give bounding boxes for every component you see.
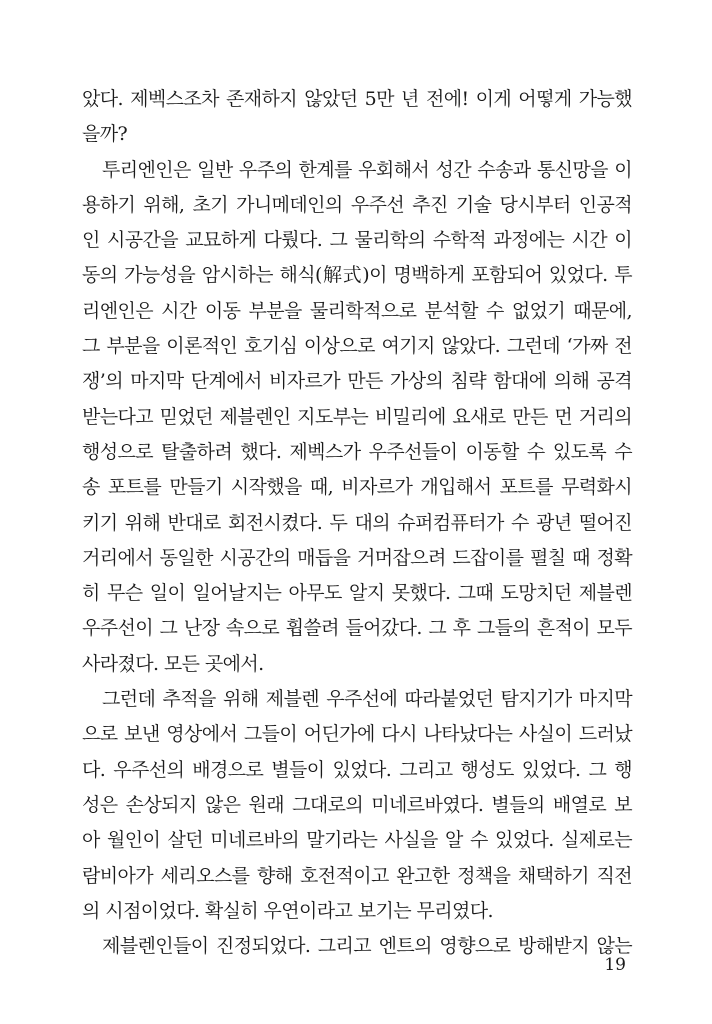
body-text <box>82 82 632 964</box>
text-line: 받는다고 믿었던 제블렌인 지도부는 비밀리에 요새로 만든 먼 거리의 <box>82 405 632 428</box>
text-line: 제블렌인들이 진정되었다. 그리고 엔트의 영향으로 방해받지 않는 <box>102 935 632 958</box>
text-line: 투리엔인은 일반 우주의 한계를 우회해서 성간 수송과 통신망을 이 <box>102 158 632 181</box>
text-line: 성은 손상되지 않은 원래 그대로의 미네르바였다. 별들의 배열로 보 <box>82 793 632 816</box>
text-line: 그런데 추적을 위해 제블렌 우주선에 따라붙었던 탐지기가 마지막 <box>102 688 632 711</box>
text-line: 거리에서 동일한 시공간의 매듭을 거머잡으려 드잡이를 펼칠 때 정확 <box>82 546 632 569</box>
text-line: 의 시점이었다. 확실히 우연이라고 보기는 무리였다. <box>82 899 493 922</box>
text-line: 아 월인이 살던 미네르바의 말기라는 사실을 알 수 있었다. 실제로는 <box>82 829 632 852</box>
text-line: 우주선이 그 난장 속으로 휩쓸려 들어갔다. 그 후 그들의 흔적이 모두 <box>82 617 632 640</box>
text-line: 리엔인은 시간 이동 부분을 물리학적으로 분석할 수 없었기 때문에, <box>82 299 632 322</box>
text-line: 용하기 위해, 초기 가니메데인의 우주선 추진 기술 당시부터 인공적 <box>82 193 632 216</box>
text-line: 키기 위해 반대로 회전시켰다. 두 대의 슈퍼컴퓨터가 수 광년 떨어진 <box>82 511 632 534</box>
text-line: 동의 가능성을 암시하는 해식(解式)이 명백하게 포함되어 있었다. 투 <box>82 264 632 287</box>
text-line: 히 무슨 일이 일어날지는 아무도 알지 못했다. 그때 도망치던 제블렌 <box>82 582 632 605</box>
text-line: 다. 우주선의 배경으로 별들이 있었다. 그리고 행성도 있었다. 그 행 <box>82 758 632 781</box>
text-line: 사라졌다. 모든 곳에서. <box>82 652 264 675</box>
text-line: 을까? <box>82 123 128 146</box>
text-line: 송 포트를 만들기 시작했을 때, 비자르가 개입해서 포트를 무력화시 <box>82 476 632 499</box>
page-number: 19 <box>604 955 626 975</box>
text-line: 람비아가 세리오스를 향해 호전적이고 완고한 정책을 채택하기 직전 <box>82 864 632 887</box>
text-line: 으로 보낸 영상에서 그들이 어딘가에 다시 나타났다는 사실이 드러났 <box>82 723 632 746</box>
text-line: 인 시공간을 교묘하게 다뤘다. 그 물리학의 수학적 과정에는 시간 이 <box>82 229 632 252</box>
text-line: 행성으로 탈출하려 했다. 제벡스가 우주선들이 이동할 수 있도록 수 <box>82 440 632 463</box>
text-line: 았다. 제벡스조차 존재하지 않았던 5만 년 전에! 이게 어떻게 가능했 <box>82 88 632 110</box>
text-line: 쟁’의 마지막 단계에서 비자르가 만든 가상의 침략 함대에 의해 공격 <box>82 370 632 393</box>
text-line: 그 부분을 이론적인 호기심 이상으로 여기지 않았다. 그런데 ‘가짜 전 <box>82 335 632 358</box>
